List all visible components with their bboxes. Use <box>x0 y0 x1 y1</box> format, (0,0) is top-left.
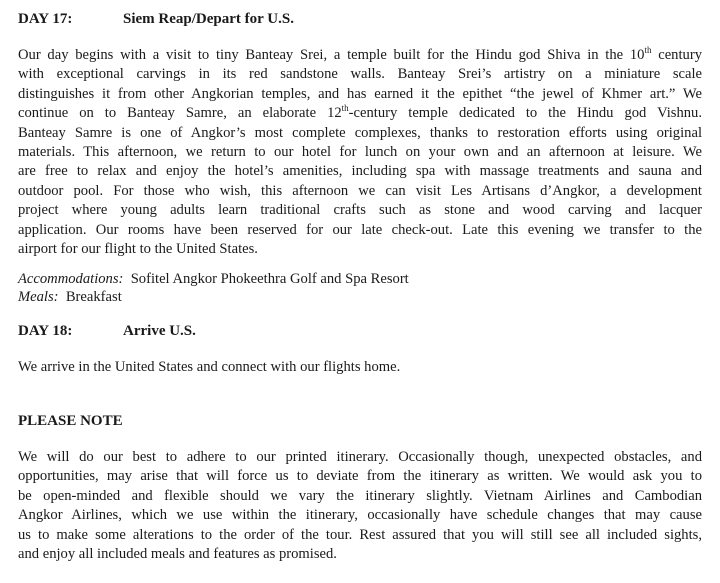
note-paragraph <box>18 448 702 564</box>
paragraph-line: application. Our rooms have been reserved for our late check-out. Late this evening we transfer to the <box>18 221 702 238</box>
paragraph-line: Our day begins with a visit to tiny Banteay Srei, a temple built for the Hindu god Shiva in the 10th century <box>18 45 702 63</box>
day18-label: DAY 18: <box>18 323 73 339</box>
day17-heading <box>18 10 294 29</box>
paragraph-line: us to make some alterations to the order of the tour. Rest assured that you will still see all included sights, <box>18 526 702 543</box>
paragraph-line: opportunities, may arise that will force us to deviate from the itinerary as written. We would ask you to <box>18 468 702 485</box>
please-note-heading: PLEASE NOTE <box>18 413 123 429</box>
day17-title: Siem Reap/Depart for U.S. <box>123 11 294 27</box>
paragraph-line: project where young adults learn traditional crafts such as stone and wood carving and lacquer <box>18 202 702 219</box>
paragraph-line: distinguishes it from other Angkorian temples, and has earned it the epithet “the jewel of Khmer art.” We <box>18 85 702 102</box>
day17-paragraph <box>18 46 702 259</box>
paragraph-line: airport for our flight to the United States. <box>18 241 258 258</box>
paragraph-line: with exceptional carvings in its red sandstone walls. Banteay Srei’s artistry on a miniature scale <box>18 66 702 83</box>
paragraph-line: outdoor pool. For those who wish, this afternoon we can visit Les Artisans d’Angkor, a development <box>18 182 702 199</box>
day18-heading <box>18 322 196 341</box>
day17-label: DAY 17: <box>18 11 73 27</box>
accommodations-line <box>18 270 409 289</box>
accommodations-label: Accommodations: <box>18 271 124 287</box>
day18-paragraph: We arrive in the United States and connect with our flights home. <box>18 359 401 375</box>
day18-title: Arrive U.S. <box>123 323 196 339</box>
paragraph-line: We will do our best to adhere to our printed itinerary. Occasionally though, unexpected obstacles, and <box>18 449 702 465</box>
meals-value: Breakfast <box>65 289 122 305</box>
paragraph-line: continue on to Banteay Samre, an elaborate 12th-century temple dedicated to the Hindu god Vishnu. <box>18 103 702 122</box>
paragraph-line: be open-minded and flexible should we vary the itinerary slightly. Vietnam Airlines and Cambodian <box>18 487 702 504</box>
accommodations-value: Sofitel Angkor Phokeethra Golf and Spa Resort <box>130 271 409 287</box>
paragraph-line: materials. This afternoon, we return to our hotel for lunch on your own and an afternoon at leisure. We <box>18 144 702 161</box>
paragraph-line: Angkor Airlines, which we use within the itinerary, occasionally have schedule changes that may cause <box>18 507 702 524</box>
meals-label: Meals: <box>18 289 59 305</box>
paragraph-line: and enjoy all included meals and features as promised. <box>18 546 337 563</box>
meals-line <box>18 288 122 307</box>
paragraph-line: Banteay Samre is one of Angkor’s most complete complexes, thanks to restoration efforts using original <box>18 124 702 141</box>
paragraph-line: are free to relax and enjoy the hotel’s amenities, including spa with massage treatments and sauna and <box>18 163 702 180</box>
